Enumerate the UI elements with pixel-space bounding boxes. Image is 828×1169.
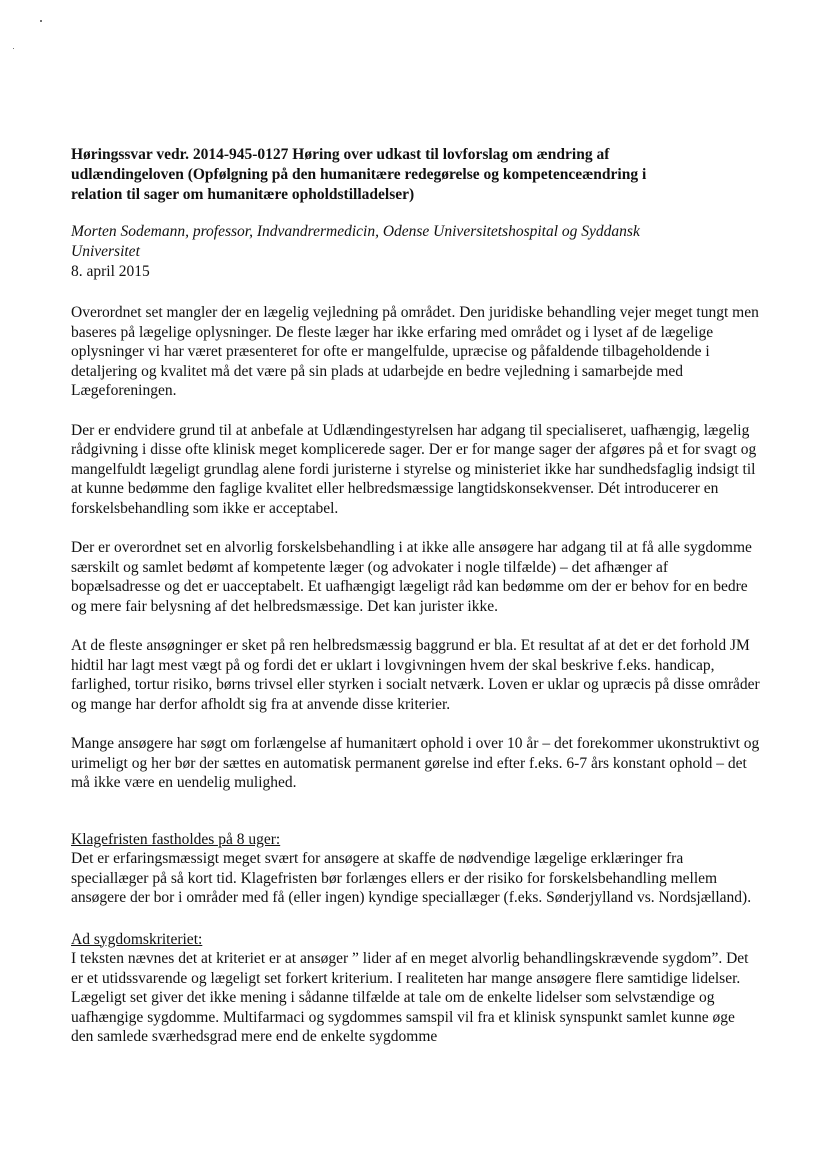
section-body: I teksten nævnes det at kriteriet er at ansøger ” lider af en meget alvorlig behandlingskrævende sygdom”. Det er et utidssvarende og lægeligt set forkert kriterium. I realiteten har mange ansøgere flere samtidige lidelser. Lægeligt set giver det ikke mening i sådanne tilfælde at tale om de enkelte lidelser som selvstændige og uafhængige sygdomme. Multifarmaci og sygdommes samspil vil fra et klinisk synspunkt samlet kunne øge den samlede sværhedsgrad mere end de enkelte sygdomme — [71, 950, 749, 1045]
paragraph: Overordnet set mangler der en lægelig vejledning på området. Den juridiske behandling vejer meget tungt men baseres på lægelige oplysninger. De fleste læger har ikke erfaring med området og i lyset af de lægelige oplysninger vi har været præsenteret for ofte er mangelfulde, upræcise og påfaldende tilbageholdende i detaljering og kvalitet må det være på sin plads at udarbejde en bedre vejledning i samarbejde med Lægeforeningen. — [71, 304, 759, 399]
paragraph: Mange ansøgere har søgt om forlængelse af humanitært ophold i over 10 år – det forekommer ukonstruktivt og urimeligt og her bør der sættes en automatisk permanent gørelse ind efter f.eks. 6-7 års konstant ophold – det må ikke være en uendelig mulighed. — [71, 735, 760, 791]
scan-speck — [40, 20, 42, 22]
document-page — [71, 145, 761, 1047]
document-date: 8. april 2015 — [71, 263, 150, 280]
document-title: Høringssvar vedr. 2014-945-0127 Høring over udkast til lovforslag om ændring af udlændingeloven (Opfølgning på den humanitære redegørelse og kompetenceændring i relation til sager om humanitære opholdstilladelser) — [71, 146, 647, 203]
paragraph: Der er overordnet set en alvorlig forskelsbehandling i at ikke alle ansøgere har adgang til at få alle sygdomme særskilt og samlet bedømt af kompetente læger (og advokater i nogle tilfælde) – det afhænger af bopælsadresse og det er uacceptabelt. Et uafhængigt lægeligt råd kan bedømme om der er behov for en bedre og mere fair belysning af det helbredsmæssige. Det kan jurister ikke. — [71, 539, 752, 615]
section-klagefrist — [71, 830, 761, 908]
scan-speck — [13, 48, 14, 49]
paragraph: At de fleste ansøgninger er sket på ren helbredsmæssig baggrund er bla. Et resultat af at det er det forhold JM hidtil har lagt mest vægt på og fordi det er uklart i lovgivningen hvem der skal beskrive f.eks. handicap, farlighed, tortur risiko, børns trivsel eller styrken i socialt netværk. Loven er uklar og upræcis på disse områder og mange har derfor afholdt sig fra at anvende disse kriterier. — [71, 637, 760, 713]
section-heading: Ad sygdomskriteriet: — [71, 930, 203, 948]
section-heading: Klagefristen fastholdes på 8 uger: — [71, 830, 281, 848]
paragraph: Der er endvidere grund til at anbefale at Udlændingestyrelsen har adgang til specialiseret, uafhængig, lægelig rådgivning i disse ofte klinisk meget komplicerede sager. Der er for mange sager der afgøres på et for svagt og mangelfuldt lægeligt grundlag alene fordi juristerne i styrelse og ministeriet ikke har sundhedsfaglig indsigt til at kunne bedømme den faglige kvalitet eller helbredsmæssige langtidskonsekvenser. Dét introducerer en forskelsbehandling som ikke er acceptabel. — [71, 421, 757, 517]
section-sygdomskriteriet — [71, 930, 761, 1047]
document-author: Morten Sodemann, professor, Indvandrermedicin, Odense Universitetshospital og Syddansk Universitet — [71, 223, 640, 260]
section-body: Det er erfaringsmæssigt meget svært for ansøgere at skaffe de nødvendige lægelige erklæringer fra speciallæger på så kort tid. Klagefristen bør forlænges ellers er der risiko for forskelsbehandling mellem ansøgere der bor i områder med få (eller ingen) kyndige speciallæger (f.eks. Sønderjylland vs. Nordsjælland). — [71, 850, 752, 906]
